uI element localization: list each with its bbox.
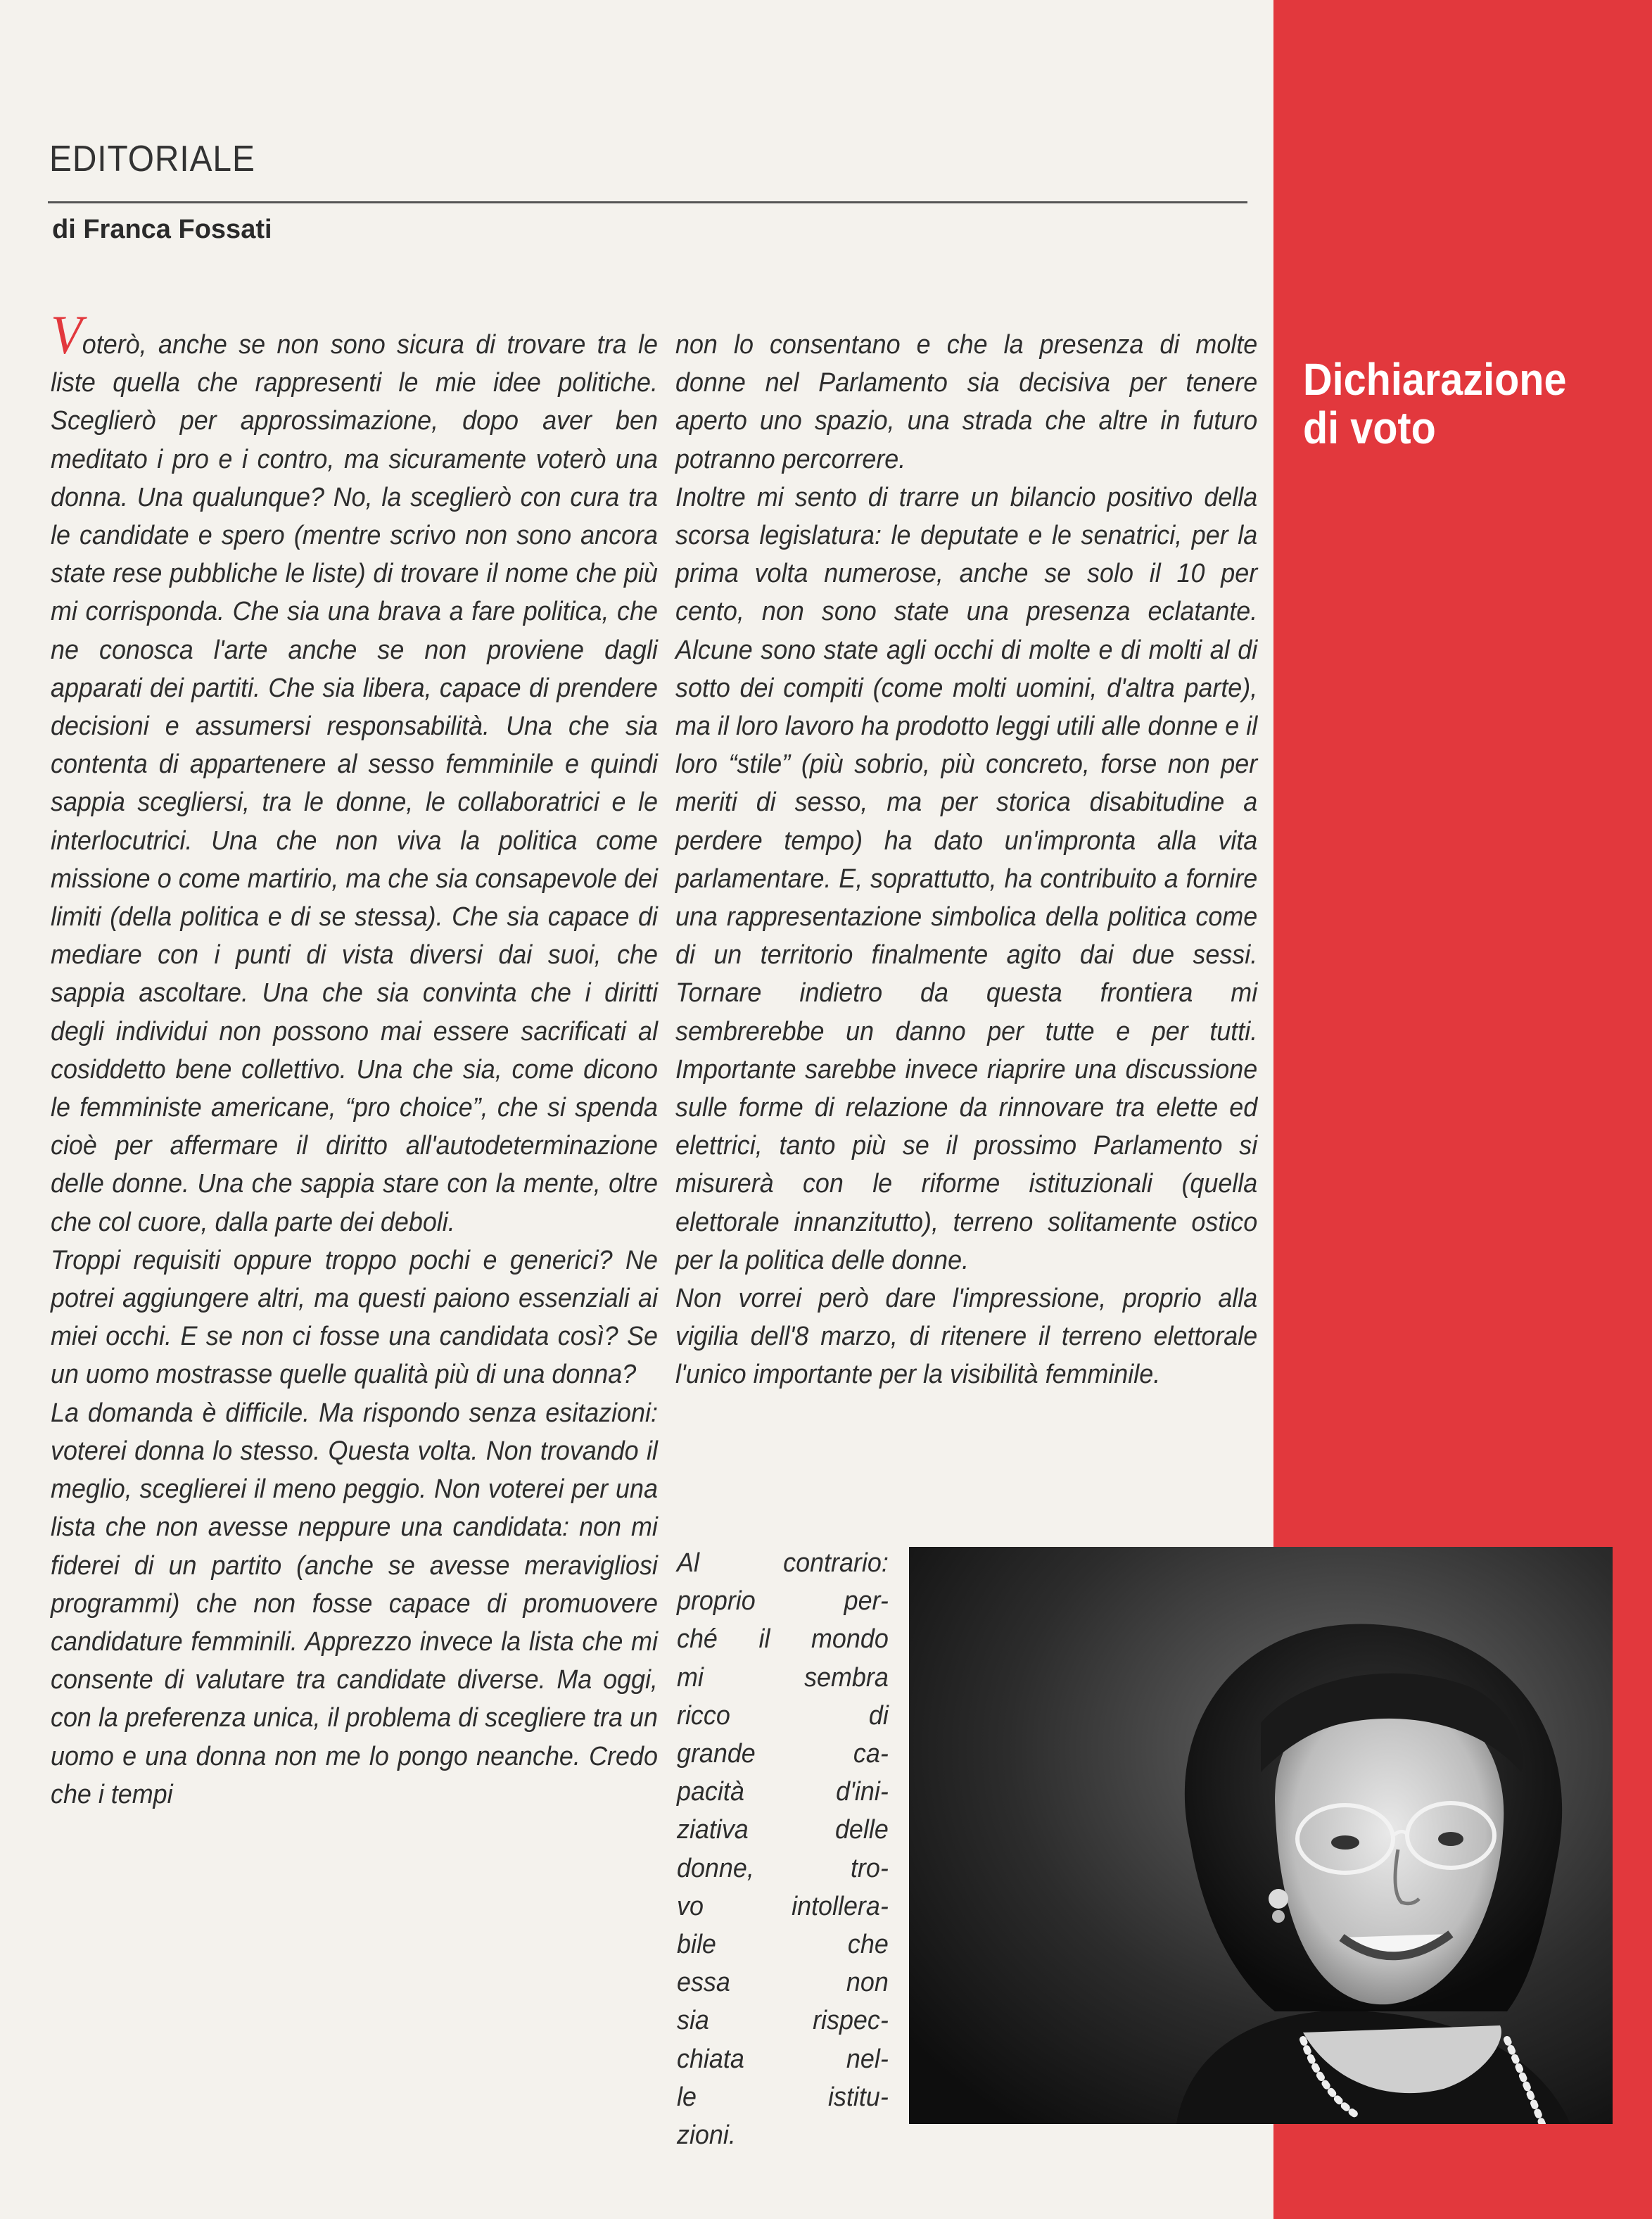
narrow-line: Al contrario: [677,1548,889,1578]
narrow-line: grande ca- [677,1738,889,1769]
narrow-text-beside-photo [677,1544,889,2154]
text-column-1 [51,304,658,1814]
narrow-line: essa non [677,1967,889,1998]
narrow-line: ziativa delle [677,1814,889,1845]
paragraph-text: oterò, anche se non sono sicura di trovare tra le liste quella che rappresenti le mie idee politiche. Sceglierò per approssimazione, dopo aver ben meditato i pro e i contro, ma sicuramente voterò una donna. Una qualunque? No, la sceglierò con cura tra le candidate e spero (mentre scrivo non sono ancora state rese pubbliche le liste) di trovare il nome che più mi corrisponda. Che sia una brava a fare politica, che ne conosca l'arte anche se non proviene dagli apparati dei partiti. Che sia libera, capace di prendere decisioni e assumersi responsabilità. Una che sia contenta di appartenere al sesso femminile e quindi sappia scegliersi, tra le donne, le collaboratrici e le interlocutrici. Una che non viva la politica come missione o come martirio, ma che sia consapevole dei limiti (della politica e di se stessa). Che sia capace di mediare con i punti di vista diversi dai suoi, che sappia ascoltare. Una che sia convinta che i diritti degli individui non possono mai essere sacrificati al cosiddetto bene collettivo. Una che sia, come dicono le femministe americane, “pro choice”, che si spenda cioè per affermare il diritto all'autodeterminazione delle donne. Una che sappia stare con la mente, oltre che col cuore, dalla parte dei deboli. [51,329,658,1237]
portrait-illustration [909,1547,1613,2124]
paragraph: Inoltre mi sento di trarre un bilancio positivo della scorsa legislatura: le deputate e le senatrici, per la prima volta numerose, anche se solo il 10 per cento, non sono state una presenza eclatante. Alcune sono state agli occhi di molte e di molti al di sotto dei compiti (come molti uomini, d'altra parte), ma il loro lavoro ha prodotto leggi utili alle donne e il loro “stile” (più sobrio, più concreto, forse non per meriti di sesso, ma per storica disabitudine a perdere tempo) ha dato un'impronta alla vita parlamentare. E, soprattutto, ha contribuito a fornire una rappresentazione simbolica della politica come di un territorio finalmente agito dai due sessi. Tornare indietro da questa frontiera mi sembrerebbe un danno per tutte e per tutti. Importante sarebbe invece riaprire una discussione sulle forme di relazione da rinnovare tra elette ed elettrici, tanto più se il prossimo Parlamento si misurerà con le riforme istituzionali (quella elettorale innanzitutto), terreno solitamente ostico per la politica delle donne. [675,481,1258,1275]
narrow-line: proprio per- [677,1586,889,1617]
drop-cap: V [51,304,82,365]
header-rule [48,201,1247,203]
narrow-line: chiata nel- [677,2043,889,2074]
narrow-line: vo intollera- [677,1890,889,1921]
paragraph: non lo consentano e che la presenza di molte donne nel Parlamento sia decisiva per tenere aperto uno spazio, una strada che altre in futuro potranno percorrere. [675,329,1258,474]
article-title-line-1: Dichiarazione [1303,354,1567,405]
narrow-line: zioni. [677,2120,736,2151]
text-column-2 [675,326,1257,1394]
narrow-line: le istitu- [677,2081,889,2112]
author-portrait-photo [909,1547,1613,2124]
narrow-line: bile che [677,1929,889,1960]
narrow-line: mi sembra [677,1662,889,1693]
narrow-line: sia rispec- [677,2005,889,2036]
section-label: EDITORIALE [49,139,255,179]
narrow-line: ricco di [677,1700,889,1731]
narrow-line: ché il mondo [677,1624,889,1655]
narrow-line: donne, tro- [677,1852,889,1883]
article-title-line-2: di voto [1303,403,1436,454]
author-byline: di Franca Fossati [52,215,272,244]
article-title [1303,355,1569,453]
paragraph: Non vorrei però dare l'impressione, proprio alla vigilia dell'8 marzo, di ritenere il terreno elettorale l'unico importante per la visibilità femminile. [675,1283,1258,1390]
paragraph: Troppi requisiti oppure troppo pochi e generici? Ne potrei aggiungere altri, ma questi paiono essenziali ai miei occhi. E se non ci fosse una candidata così? Se un uomo mostrasse quelle qualità più di una donna? [51,1244,658,1390]
paragraph: La domanda è difficile. Ma rispondo senza esitazioni: voterei donna lo stesso. Questa volta. Non trovando il meglio, sceglierei il meno peggio. Non voterei per una lista che non avesse neppure una candidata: non mi fiderei di un partito (anche se avesse meravigliosi programmi) che non fosse capace di promuovere candidature femminili. Apprezzo invece la lista che mi consente di valutare tra candidate diverse. Ma oggi, con la preferenza unica, il problema di scegliere tra un uomo e una donna non me lo pongo neanche. Credo che i tempi [51,1397,658,1809]
paragraph [51,304,658,1241]
narrow-line: pacità d'ini- [677,1776,889,1807]
